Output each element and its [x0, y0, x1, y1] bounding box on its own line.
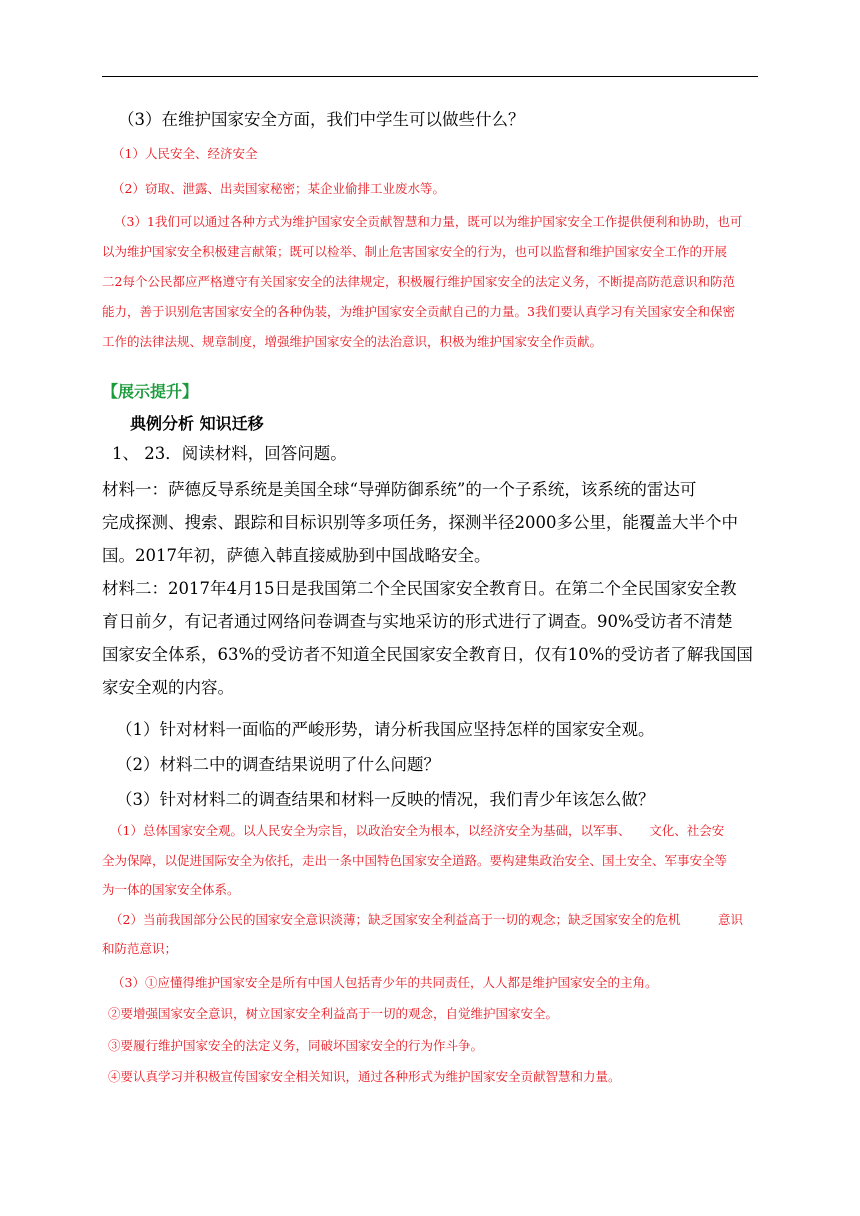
answer-line: （3）①应懂得维护国家安全是所有中国人包括青少年的共同责任，人人都是维护国家安全的主角。: [112, 974, 658, 990]
answer-line: 为一体的国家安全体系。: [102, 882, 240, 897]
answer-line: ③要履行维护国家安全的法定义务，同破坏国家安全的行为作斗争。: [108, 1037, 484, 1053]
questions-block: [116, 712, 772, 817]
answer-block-a: [112, 139, 768, 203]
question-line: （1）针对材料一面临的严峻形势，请分析我国应坚持怎样的国家安全观。: [116, 720, 655, 739]
header-rule: [102, 76, 758, 77]
material-1: [102, 473, 758, 572]
section-title: 【展示提升】: [102, 382, 199, 401]
answer-block-b: [102, 816, 762, 1092]
question-line: （2）材料二中的调查结果说明了什么问题？: [116, 755, 440, 774]
material-2: [102, 572, 758, 704]
answer-line: 二2每个公民都应严格遵守有关国家安全的法律规定，积极履行维护国家安全的法定义务，不断提高防范意识和防范: [102, 274, 735, 289]
material-line: 材料二：2017年4月15日是我国第二个全民国家安全教育日。在第二个全民国家安全教: [102, 579, 737, 598]
answer-a3: [102, 207, 762, 357]
answer-line: ④要认真学习并积极宣传国家安全相关知识，通过各种形式为维护国家安全贡献智慧和力量。: [108, 1069, 621, 1084]
answer-line: 和防范意识；: [102, 941, 178, 956]
answer-line: 以为维护国家安全积极建言献策；既可以检举、制止危害国家安全的行为，也可以监督和维护国家安全工作的开展: [102, 244, 728, 259]
subtitle: 典例分析 知识迁移: [130, 414, 264, 433]
answer-line: （3）1我们可以通过各种方式为维护国家安全贡献智慧和力量，既可以为维护国家安全工作提供便利和协助，也可: [114, 214, 743, 229]
answer-line: 工作的法律法规、规章制度，增强维护国家安全的法治意识，积极为维护国家安全作贡献。: [102, 334, 603, 349]
question-line: （3）针对材料二的调查结果和材料一反映的情况，我们青少年该怎么做？: [116, 790, 655, 809]
material-line: 家安全观的内容。: [102, 678, 234, 697]
answer-line: （1）总体国家安全观。以人民安全为宗旨，以政治安全为根本，以经济安全为基础，以军事、 文化、社会安: [110, 823, 725, 838]
material-line: 国。2017年初，萨德入韩直接威胁到中国战略安全。: [102, 546, 491, 565]
material-line: 材料一：萨德反导系统是美国全球“导弹防御系统”的一个子系统，该系统的雷达可: [102, 480, 697, 499]
answer-line: ②要增强国家安全意识，树立国家安全利益高于一切的观念，自觉维护国家安全。: [108, 1006, 559, 1021]
material-line: 育日前夕，有记者通过网络问卷调查与实地采访的形式进行了调查。90%受访者不清楚: [102, 612, 733, 631]
answer-line: （1）人民安全、经济安全: [112, 146, 258, 161]
item-line: 1、 23．阅读材料，回答问题。: [112, 444, 347, 463]
material-line: 国家安全体系，63%的受访者不知道全民国家安全教育日，仅有10%的受访者了解我国国: [102, 645, 753, 664]
answer-line: 能力，善于识别危害国家安全的各种伪装，为维护国家安全贡献自己的力量。3我们要认真学习有关国家安全和保密: [102, 304, 735, 319]
answer-line: （2）当前我国部分公民的国家安全意识淡薄；缺乏国家安全利益高于一切的观念；缺乏国家安全的危机 意识: [110, 911, 743, 927]
question-3: （3）在维护国家安全方面，我们中学生可以做些什么？: [118, 110, 525, 129]
answer-line: （2）窃取、泄露、出卖国家秘密；某企业偷排工业废水等。: [112, 181, 445, 196]
answer-line: 全为保障，以促进国际安全为依托，走出一条中国特色国家安全道路。要构建集政治安全、国土安全、军事安全等: [102, 852, 728, 868]
material-line: 完成探测、搜索、跟踪和目标识别等多项任务，探测半径2000多公里，能覆盖大半个中: [102, 513, 738, 532]
